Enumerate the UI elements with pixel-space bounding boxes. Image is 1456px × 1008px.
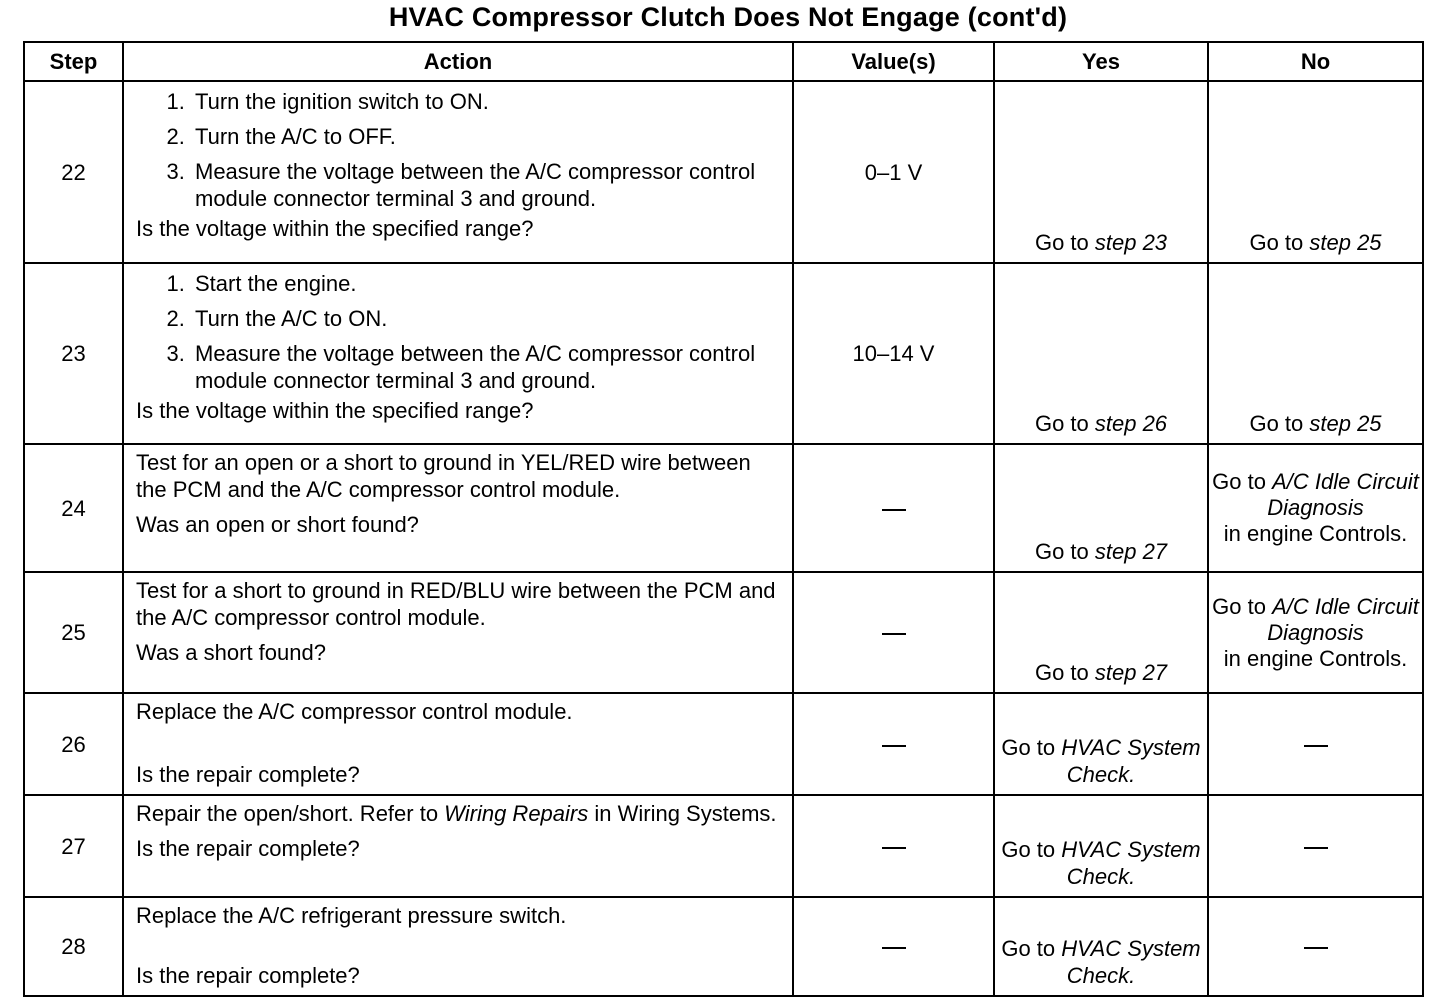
dash-mark [1304,847,1328,849]
yes-cell [994,444,1208,572]
table-row [24,572,1423,693]
action-text: Replace the A/C refrigerant pressure switch. [136,903,567,928]
action-step: 1. Start the engine. [191,270,782,297]
step-number: 24 [24,444,123,572]
step-number: 27 [24,795,123,897]
value-cell: 10–14 V [793,263,994,444]
dash-mark [1304,745,1328,747]
action-cell [123,444,793,572]
yes-cell [994,263,1208,444]
yes-result: Go to step 27 [1034,539,1168,564]
table-row [24,693,1423,795]
no-cell [1208,897,1423,996]
table-row [24,81,1423,263]
no-cell [1208,263,1423,444]
action-cell [123,693,793,795]
step-number: 25 [24,572,123,693]
action-cell [123,81,793,263]
header-values: Value(s) [793,42,994,81]
yes-cell [994,572,1208,693]
yes-result: Go to step 23 [1034,230,1168,255]
action-question: Was a short found? [136,640,326,665]
table-row [24,897,1423,996]
yes-result: Go to step 27 [1034,660,1168,685]
header-action: Action [123,42,793,81]
action-steps [136,270,782,394]
yes-cell: Go to HVAC System Check. [994,693,1208,795]
action-step: 2. Turn the A/C to OFF. [191,123,782,150]
step-number: 23 [24,263,123,444]
header-no: No [1208,42,1423,81]
action-question: Is the repair complete? [136,762,360,787]
action-question: Is the voltage within the specified range? [136,398,534,423]
action-question: Is the voltage within the specified range? [136,216,534,241]
action-cell [123,572,793,693]
dash-mark [882,847,906,849]
action-steps [136,88,782,212]
table-row [24,795,1423,897]
step-number: 28 [24,897,123,996]
dash-mark [882,633,906,635]
no-cell [1208,693,1423,795]
value-cell [793,693,994,795]
dash-mark [882,947,906,949]
dash-mark [882,745,906,747]
step-link[interactable]: step 23 [1094,230,1168,255]
table-header-row [24,42,1423,81]
dash-mark [882,509,906,511]
value-cell [793,795,994,897]
action-text: Test for a short to ground in RED/BLU wire between the PCM and the A/C compressor control module. [136,578,776,630]
diagnosis-link[interactable]: A/C Idle Circuit Diagnosis [1267,593,1419,645]
table-row [24,263,1423,444]
table-row [24,444,1423,572]
no-suffix: in engine Controls. [1223,645,1408,671]
action-cell [123,897,793,996]
no-result: Go to step 25 [1249,230,1382,255]
check-link[interactable]: HVAC System Check. [1061,837,1201,889]
action-step: 3. Measure the voltage between the A/C compressor control module connector terminal 3 and ground. [191,340,782,394]
no-cell: Go to A/C Idle Circuit Diagnosis in engine Controls. [1208,572,1423,693]
step-number: 22 [24,81,123,263]
step-number: 26 [24,693,123,795]
value-cell [793,444,994,572]
yes-cell: Go to HVAC System Check. [994,897,1208,996]
action-text: Test for an open or a short to ground in YEL/RED wire between the PCM and the A/C compressor control module. [136,450,751,502]
action-step: 3. Measure the voltage between the A/C compressor control module connector terminal 3 and ground. [191,158,782,212]
step-link[interactable]: step 26 [1094,411,1168,436]
step-link[interactable]: step 25 [1309,411,1382,436]
no-result: Go to step 25 [1249,411,1382,436]
diagnostic-table [23,41,1424,997]
page-title: HVAC Compressor Clutch Does Not Engage (cont'd) [388,2,1068,32]
no-cell [1208,81,1423,263]
step-link[interactable]: step 25 [1309,230,1382,255]
header-yes: Yes [994,42,1208,81]
value-cell: 0–1 V [793,81,994,263]
yes-cell: Go to HVAC System Check. [994,795,1208,897]
wiring-repairs-link[interactable]: Wiring Repairs [444,801,589,826]
action-question: Was an open or short found? [136,512,419,537]
action-cell [123,263,793,444]
header-step: Step [24,42,123,81]
diagnosis-link[interactable]: A/C Idle Circuit Diagnosis [1267,469,1419,520]
action-question: Is the repair complete? [136,963,360,988]
action-text: Replace the A/C compressor control module. [136,699,573,724]
no-cell [1208,795,1423,897]
step-link[interactable]: step 27 [1094,660,1168,685]
dash-mark [1304,947,1328,949]
action-text: Repair the open/short. Refer to Wiring Repairs in Wiring Systems. [136,801,777,826]
check-link[interactable]: HVAC System Check. [1061,936,1201,988]
step-link[interactable]: step 27 [1094,539,1168,564]
no-suffix: in engine Controls. [1223,521,1408,546]
no-cell: Go to A/C Idle Circuit Diagnosis in engine Controls. [1208,444,1423,572]
action-step: 2. Turn the A/C to ON. [191,305,782,332]
action-cell [123,795,793,897]
action-question: Is the repair complete? [136,836,360,861]
yes-cell [994,81,1208,263]
check-link[interactable]: HVAC System Check. [1061,735,1201,787]
value-cell [793,572,994,693]
yes-result: Go to step 26 [1034,411,1168,436]
action-step: 1. Turn the ignition switch to ON. [191,88,782,115]
value-cell [793,897,994,996]
